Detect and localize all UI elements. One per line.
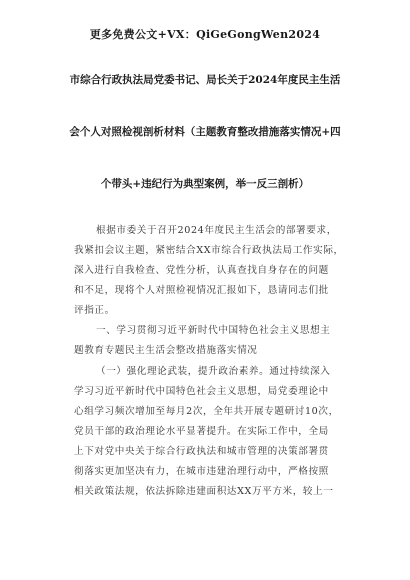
body-line: 党员干部的政治理论水平显著提升。在实际工作中，全局 <box>74 426 329 437</box>
body-line: 心组学习频次增加至每月2次，全年共开展专题研讨10次， <box>74 406 339 417</box>
document-title-line-3: 个带头+违纪行为典型案例，举一反三剖析） <box>100 178 310 190</box>
document-title-line-1: 市综合行政执法局党委书记、局长关于2024年度民主生活 <box>69 74 341 86</box>
body-line: 上下对党中央关于综合行政执法和城市管理的决策部署贯 <box>74 446 329 457</box>
body-line: 深入进行自我检查、党性分析，认真查找自身存在的问题 <box>74 265 329 276</box>
body-line: 我紧扣会议主题，紧密结合XX市综合行政执法局工作实际， <box>74 245 344 256</box>
section-heading-line: 一、学习贯彻习近平新时代中国特色社会主义思想主 <box>96 325 331 336</box>
section-heading-line: 题教育专题民主生活会整改措施落实情况 <box>74 345 258 356</box>
body-line: 和不足，现将个人对照检视情况汇报如下，恳请同志们批 <box>74 285 329 296</box>
body-line: 根据市委关于召开2024年度民主生活会的部署要求， <box>96 225 337 236</box>
body-line: 相关政策法规，依法拆除违建面积达XX万平方米，较上一 <box>74 486 334 497</box>
document-title-line-2: 会个人对照检视剖析材料（主题教育整改措施落实情况+四 <box>69 126 341 138</box>
body-line: 评指正。 <box>74 305 115 316</box>
page-header: 更多免费公文+VX：QiGeGongWen2024 <box>89 28 321 41</box>
body-line: 学习习近平新时代中国特色社会主义思想，局党委理论中 <box>74 386 329 397</box>
body-line: （一）强化理论武装，提升政治素养。通过持续深入 <box>96 366 331 377</box>
body-line: 彻落实更加坚决有力，在城市违建治理行动中，严格按照 <box>74 466 329 477</box>
